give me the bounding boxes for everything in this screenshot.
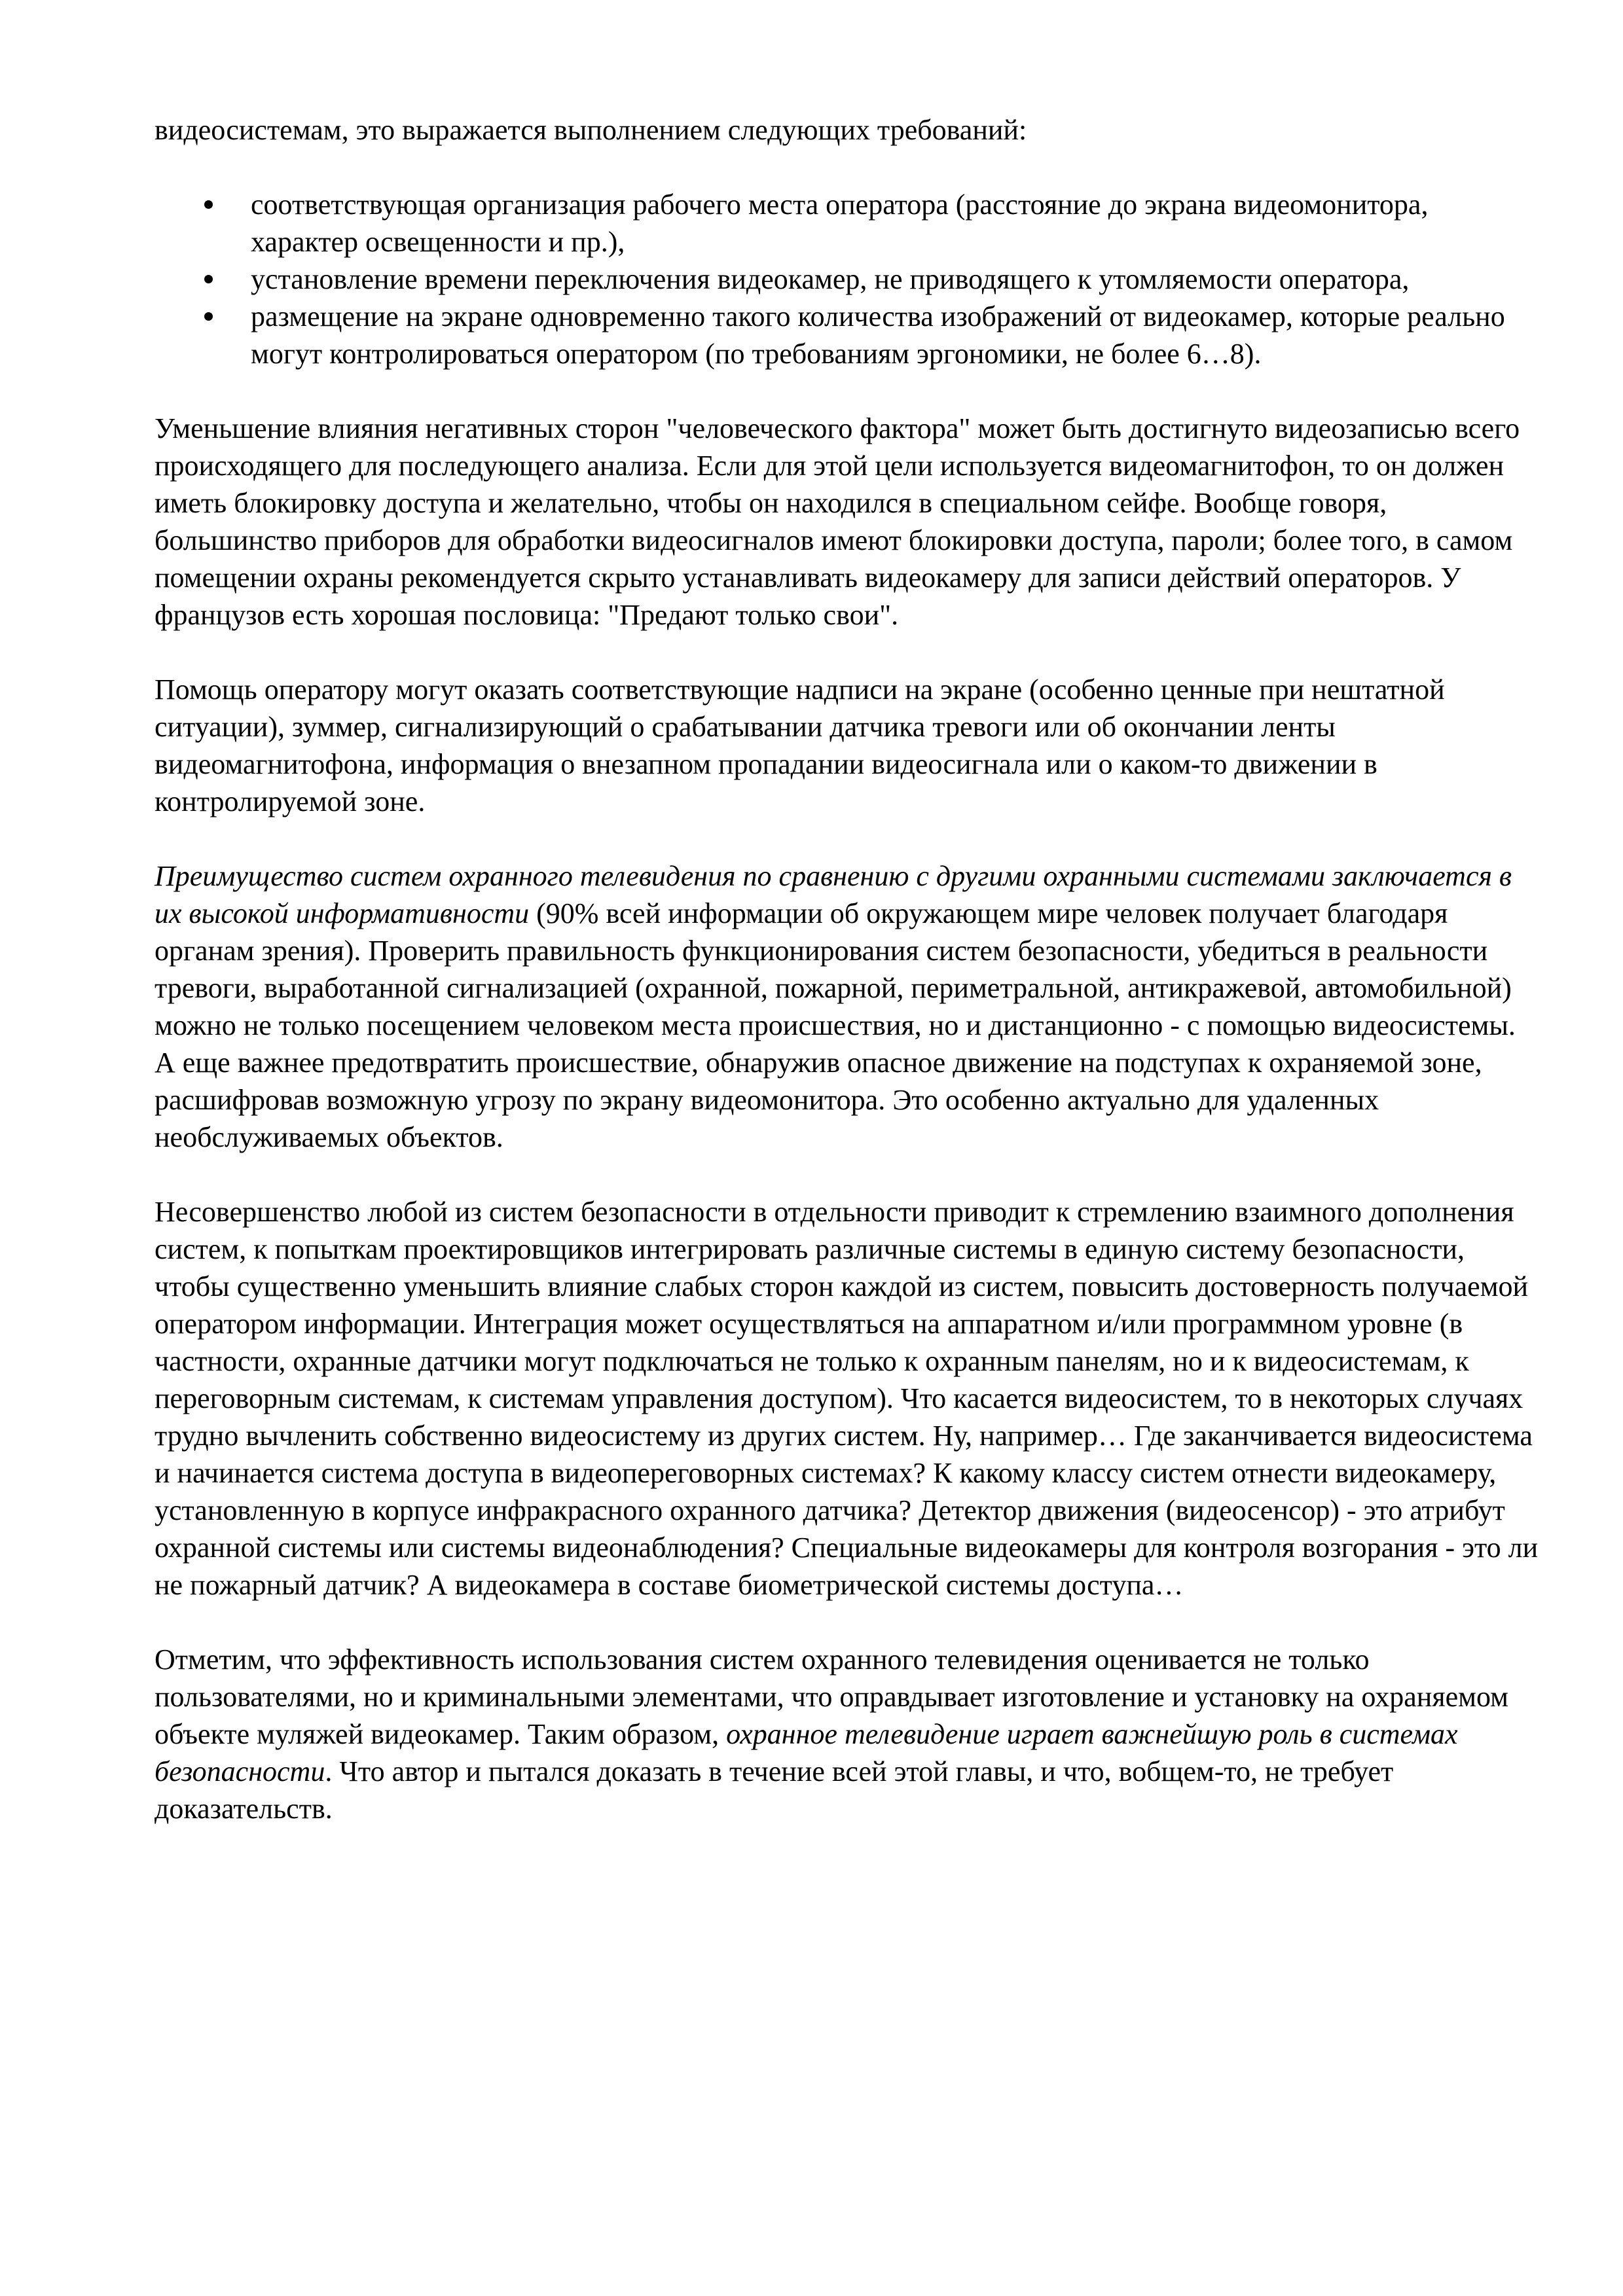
bullet-icon (204, 275, 213, 283)
paragraph-advantage (155, 857, 1542, 1156)
spacer (155, 372, 1542, 410)
requirements-list (155, 186, 1542, 372)
list-item-text: соответствующая организация рабочего места оператора (расстояние до экрана видеомонитора, характер освещенности и пр.), (251, 188, 1429, 258)
paragraph-text: . Что автор и пытался доказать в течение всей этой главы, и что, вобщем-то, не требует доказательств. (155, 1755, 1394, 1825)
intro-line: видеосистемам, это выражается выполнением следующих требований: (155, 114, 1027, 146)
bullet-icon (204, 312, 213, 321)
bullet-icon (204, 200, 213, 209)
document-page (155, 111, 1542, 1827)
spacer (155, 1156, 1542, 1193)
list-item (155, 260, 1542, 298)
list-item-text: установление времени переключения видеокамер, не приводящего к утомляемости оператора, (251, 263, 1410, 295)
paragraph-operator-help: Помощь оператору могут оказать соответствующие надписи на экране (особенно ценные при нештатной ситуации), зуммер, сигнализирующий о срабатывании датчика тревоги или об окончании ленты видеомагнитофона, информация о внезапном пропадании видеосигнала или о каком-то движении в контролируемой зоне. (155, 673, 1445, 817)
list-item (155, 298, 1542, 372)
spacer (155, 1604, 1542, 1641)
emphasis-text: Преимущество систем охранного телевидения по сравнению с другими охранными системами заключается в их высокой информативности (155, 860, 1512, 929)
list-item (155, 186, 1542, 260)
spacer (155, 149, 1542, 186)
paragraph-text: Отметим, что эффективность использования систем охранного телевидения оценивается не только пользователями, но и криминальными элементами, что оправдывает изготовление и установку на охраняемом объекте муляжей видеокамер. Таким образом, (155, 1643, 1508, 1750)
spacer (155, 634, 1542, 671)
emphasis-text: охранное телевидение играет важнейшую роль в системах безопасности (155, 1718, 1458, 1787)
paragraph-text: (90% всей информации об окружающем мире человек получает благодаря органам зрения). Проверить правильность функционирования систем безопасности, убедиться в реальности тревоги, выработанной сигнализацией (охранной, пожарной, периметральной, антикражевой, автомобильной) можно не только посещением человеком места происшествия, но и дистанционно - с помощью видеосистемы. А еще важнее предотвратить происшествие, обнаружив опасное движение на подступах к охраняемой зоне, расшифровав возможную угрозу по экрану видеомонитора. Это особенно актуально для удаленных необслуживаемых объектов. (155, 897, 1516, 1153)
list-item-text: размещение на экране одновременно такого количества изображений от видеокамер, которые реально могут контролироваться оператором (по требованиям эргономики, не более 6…8). (251, 300, 1505, 370)
paragraph-human-factor: Уменьшение влияния негативных сторон "человеческого фактора" может быть достигнуто видеозаписью всего происходящего для последующего анализа. Если для этой цели используется видеомагнитофон, то он должен иметь блокировку доступа и желательно, чтобы он находился в специальном сейфе. Вообще говоря, большинство приборов для обработки видеосигналов имеют блокировки доступа, пароли; более того, в самом помещении охраны рекомендуется скрыто устанавливать видеокамеру для записи действий операторов. У французов есть хорошая пословица: "Предают только свои". (155, 412, 1520, 631)
paragraph-conclusion (155, 1641, 1542, 1827)
spacer (155, 820, 1542, 857)
paragraph-integration: Несовершенство любой из систем безопасности в отдельности приводит к стремлению взаимного дополнения систем, к попыткам проектировщиков интегрировать различные системы в единую систему безопасности, чтобы существенно уменьшить влияние слабых сторон каждой из систем, повысить достоверность получаемой оператором информации. Интеграция может осуществляться на аппаратном и/или программном уровне (в частности, охранные датчики могут подключаться не только к охранным панелям, но и к видеосистемам, к переговорным системам, к системам управления доступом). Что касается видеосистем, то в некоторых случаях трудно вычленить собственно видеосистему из других систем. Ну, например… Где заканчивается видеосистема и начинается система доступа в видеопереговорных системах? К какому классу систем отнести видеокамеру, установленную в корпусе инфракрасного охранного датчика? Детектор движения (видеосенсор) - это атрибут охранной системы или системы видеонаблюдения? Специальные видеокамеры для контроля возгорания - это ли не пожарный датчик? А видеокамера в составе биометрической системы доступа… (155, 1196, 1539, 1601)
